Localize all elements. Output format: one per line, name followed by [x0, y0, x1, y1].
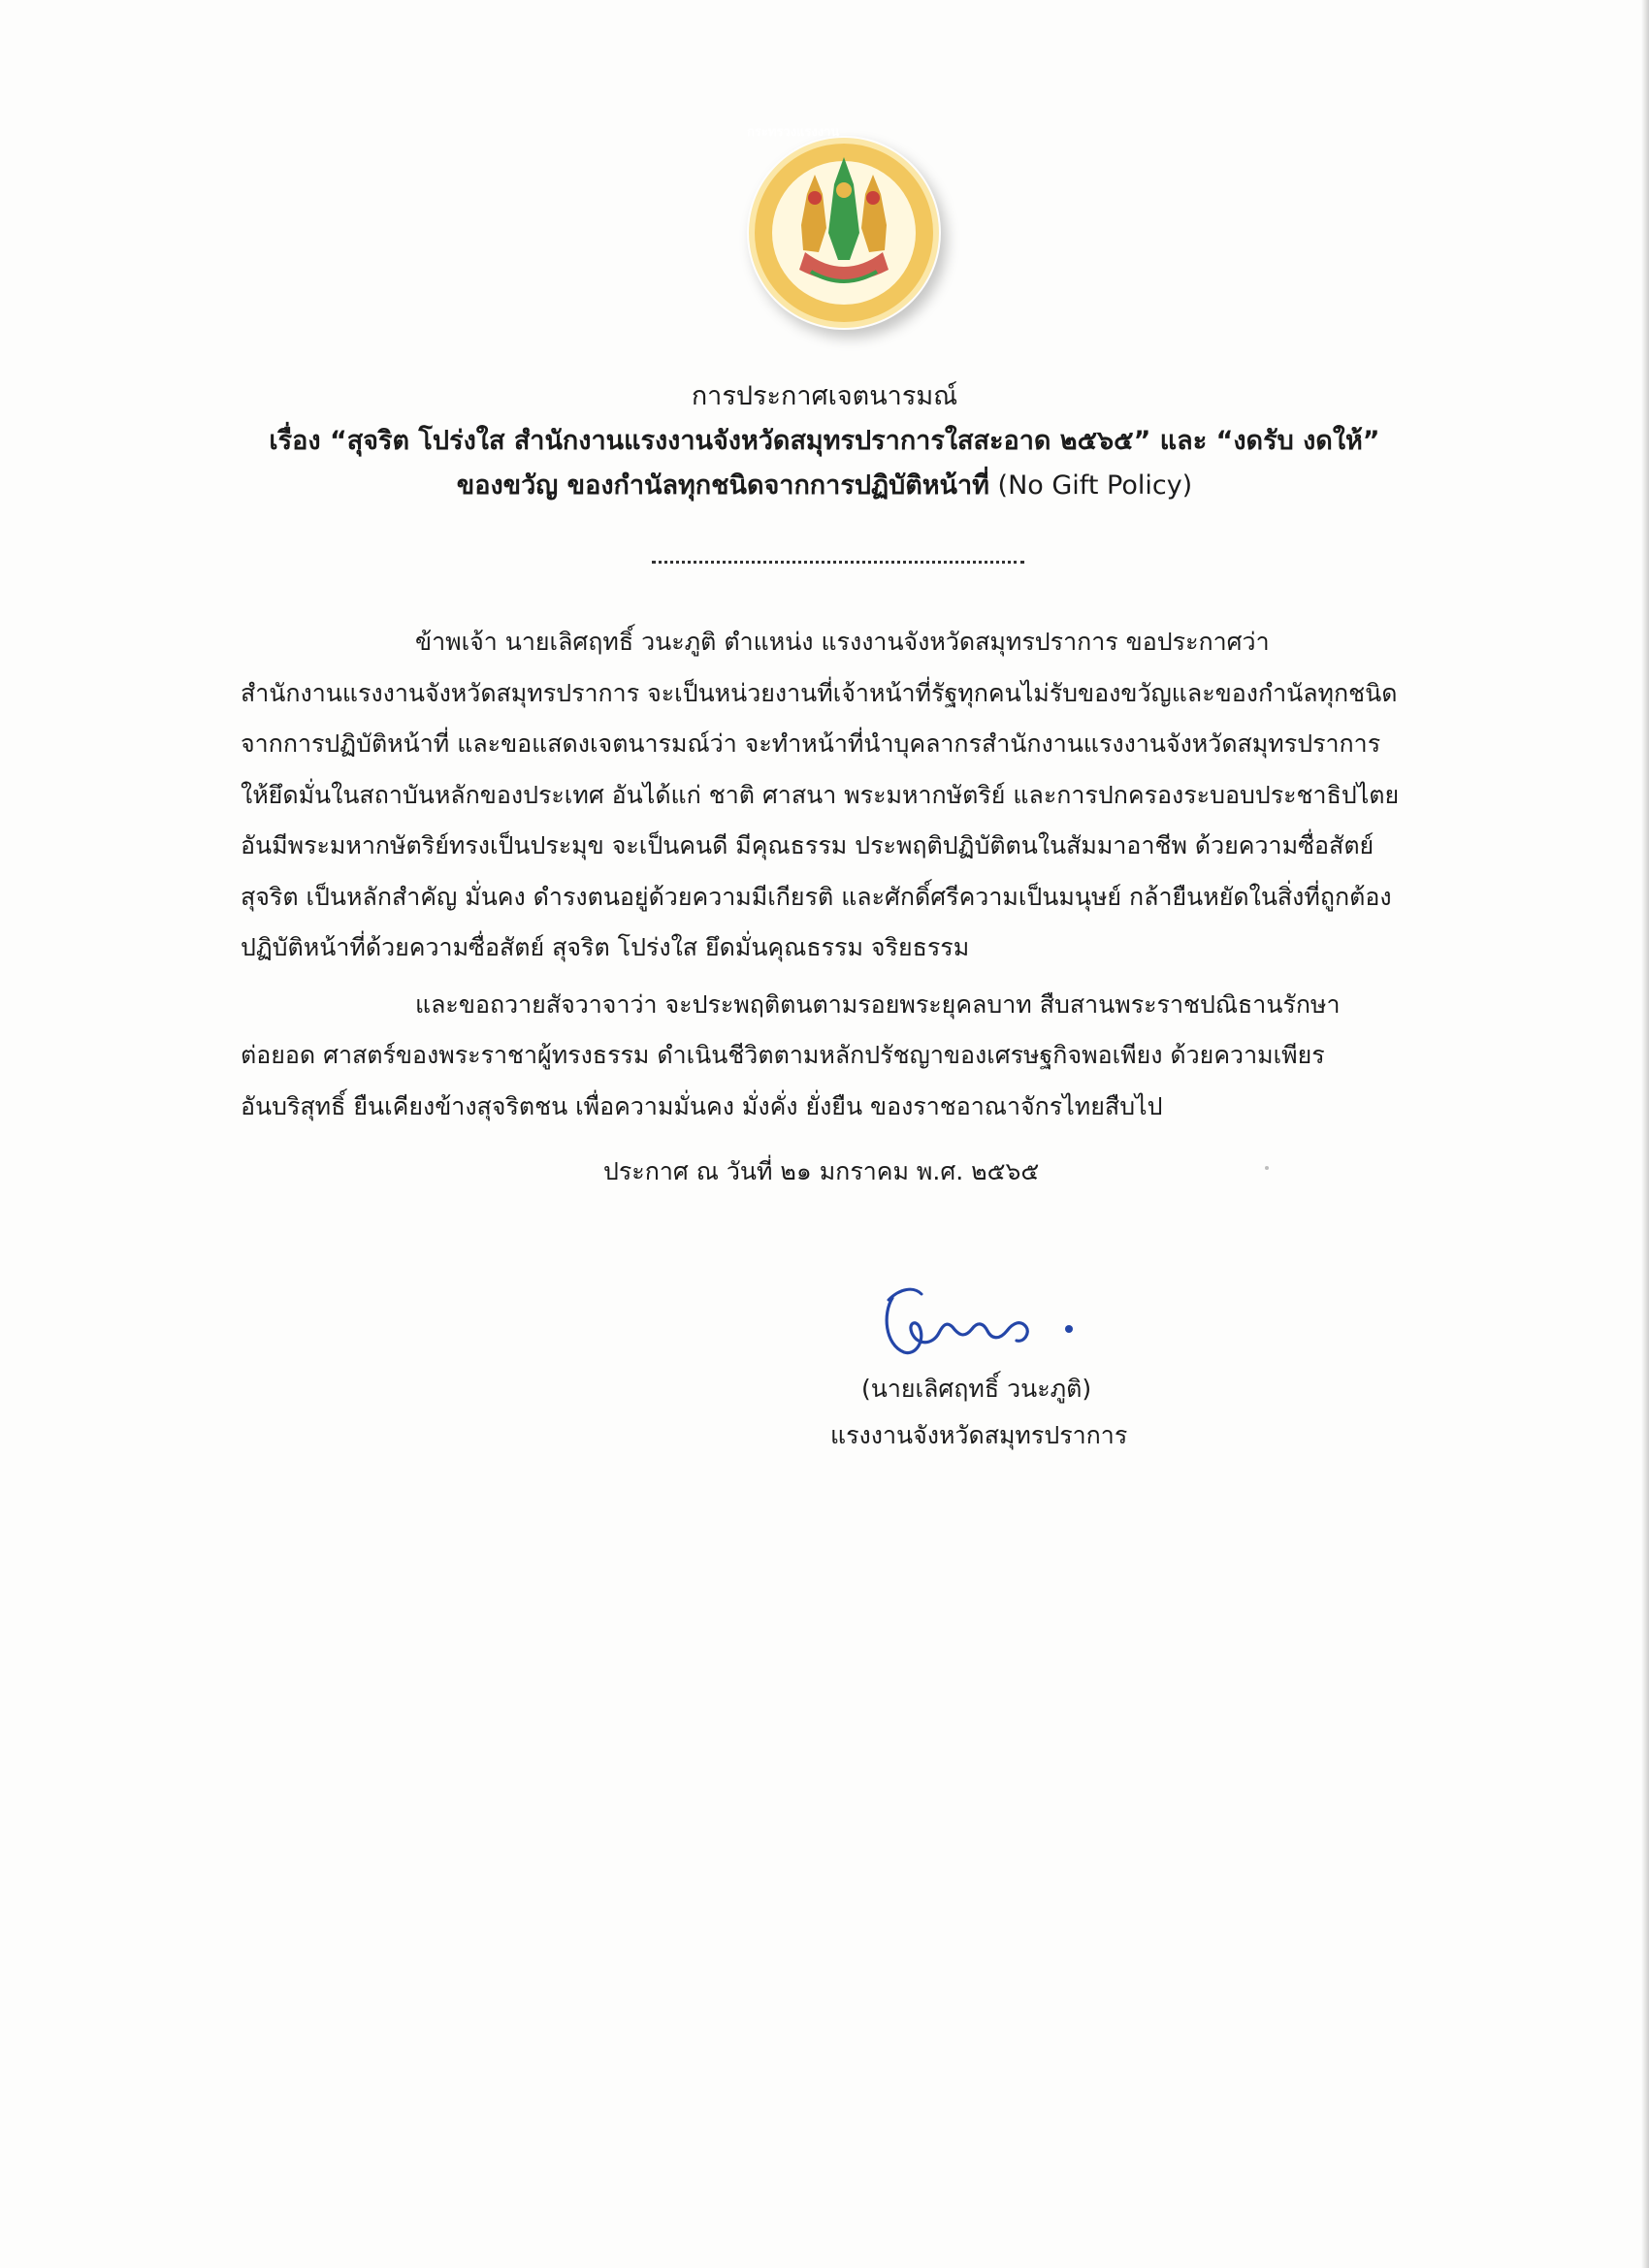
announcement-title [146, 374, 1504, 508]
paragraph-line: สำนักงานแรงงานจังหวัดสมุทรปราการ จะเป็นหน่วยงานที่เจ้าหน้าที่รัฐทุกคนไม่รับของขวัญและของกำนัลทุกชนิด [241, 678, 1398, 707]
seal-graphic [747, 125, 941, 330]
ministry-seal-logo [747, 125, 941, 330]
title-subject-thai: ของขวัญ ของกำนัลทุกชนิดจากการปฏิบัติหน้าที่ [456, 470, 989, 501]
scan-edge-shadow [1641, 0, 1649, 2268]
title-heading: การประกาศเจตนารมณ์ [691, 381, 958, 411]
paragraph-line: ข้าพเจ้า นายเลิศฤทธิ์ วนะภูติ ตำแหน่ง แรงงานจังหวัดสมุทรปราการ ขอประกาศว่า [415, 628, 1270, 656]
paragraph-line: อันมีพระมหากษัตริย์ทรงเป็นประมุข จะเป็นคนดี มีคุณธรรม ประพฤติปฏิบัติตนในสัมมาอาชีพ ด้วยความซื่อสัตย์ [241, 831, 1374, 859]
paragraph-line: ต่อยอด ศาสตร์ของพระราชาผู้ทรงธรรม ดำเนินชีวิตตามหลักปรัชญาของเศรษฐกิจพอเพียง ด้วยความเพียร [241, 1041, 1325, 1069]
paragraph-line: สุจริต เป็นหลักสำคัญ มั่นคง ดำรงตนอยู่ด้วยความมีเกียรติ และศักดิ์ศรีความเป็นมนุษย์ กล้ายืนหยัดในสิ่งที่ถูกต้อง [241, 882, 1392, 911]
title-subject-continued [146, 464, 1504, 508]
title-subject: เรื่อง “สุจริต โปร่งใส สำนักงานแรงงานจังหวัดสมุทรปราการใสสะอาด ๒๕๖๕” และ “งดรับ งดให้” [269, 426, 1380, 456]
title-policy-name: (No Gift Policy) [988, 470, 1193, 501]
announcement-date: ประกาศ ณ วันที่ ๒๑ มกราคม พ.ศ. ๒๕๖๕ [603, 1157, 1040, 1185]
paragraph-declaration [241, 617, 1463, 974]
paragraph-line: ปฏิบัติหน้าที่ด้วยความซื่อสัตย์ สุจริต โปร่งใส ยึดมั่นคุณธรรม จริยธรรม [241, 933, 970, 961]
signatory-name: (นายเลิศฤทธิ์ วนะภูติ) [861, 1375, 1092, 1403]
seal-ring-text: กระทรวงแรงงาน [747, 125, 840, 140]
scan-speck [1265, 1166, 1269, 1170]
paragraph-line: และขอถวายสัจวาจาว่า จะประพฤติตนตามรอยพระยุคลบาท สืบสานพระราชปณิธานรักษา [415, 989, 1341, 1019]
paragraph-line: จากการปฏิบัติหน้าที่ และขอแสดงเจตนารมณ์ว่า จะทำหน้าที่นำบุคลากรสำนักงานแรงงานจังหวัดสมุทรปราการ [241, 729, 1381, 758]
paragraph-oath [241, 980, 1463, 1133]
paragraph-line: ให้ยึดมั่นในสถาบันหลักของประเทศ อันได้แก่ ชาติ ศาสนา พระมหากษัตริย์ และการปกครองระบอบประชาธิปไตย [241, 780, 1400, 809]
dotted-separator [652, 561, 1024, 564]
signatory-position: แรงงานจังหวัดสมุทรปราการ [830, 1421, 1128, 1449]
handwritten-signature [879, 1280, 1092, 1368]
announcement-body [241, 617, 1463, 1132]
paragraph-line: อันบริสุทธิ์ ยืนเคียงข้างสุจริตชน เพื่อความมั่นคง มั่งคั่ง ยั่งยืน ของราชอาณาจักรไทยสืบไป [241, 1091, 1163, 1120]
